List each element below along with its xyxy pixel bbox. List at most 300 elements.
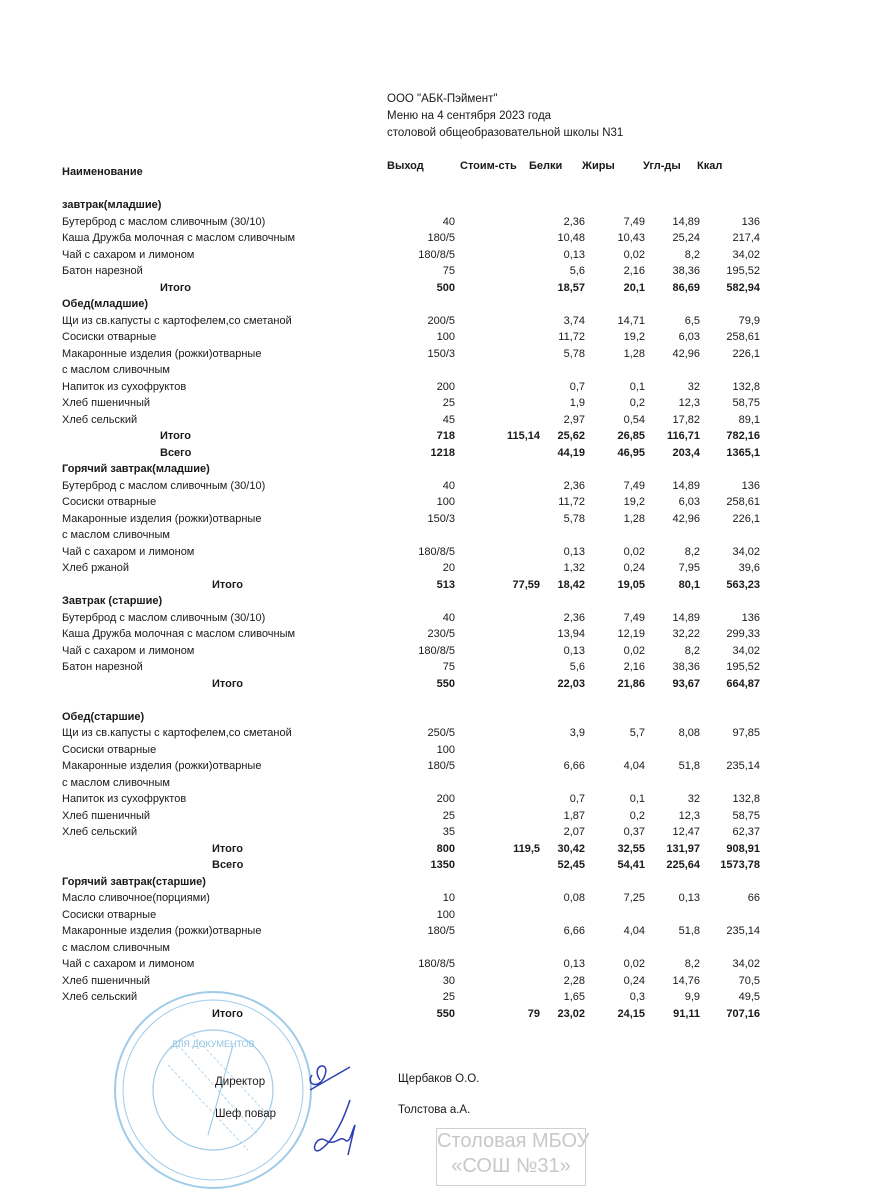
row-name: Масло сливочное(порциями) [62,892,210,904]
cell-fat: 32,55 [617,842,645,855]
chef-label: Шеф повар [215,1108,276,1120]
cell-kcal: 563,23 [726,578,760,591]
row-name: Бутерброд с маслом сливочным (30/10) [62,479,266,492]
cell-output: 150/3 [427,347,455,360]
cell-output: 550 [436,677,455,690]
cell-fat: 19,2 [623,331,645,343]
round-stamp-icon [108,985,318,1195]
cell-output: 180/8/5 [418,545,455,558]
row-name: Чай с сахаром и лимоном [62,545,195,558]
row-name: Каша Дружба молочная с маслом сливочным [62,628,296,640]
cell-cost: 119,5 [513,842,540,855]
cell-carbs: 225,64 [666,859,700,871]
cell-kcal: 582,94 [726,281,760,294]
cell-kcal: 58,75 [732,397,760,409]
cell-output: 100 [436,743,455,756]
cell-protein: 0,13 [563,644,585,657]
cell-kcal: 195,52 [726,265,760,277]
cell-fat: 1,28 [623,512,645,525]
cell-output: 35 [442,826,455,838]
table-row [0,494,873,511]
cell-carbs: 8,2 [684,958,700,970]
table-row [0,362,873,379]
cell-kcal: 1573,78 [720,859,760,871]
row-name: Хлеб сельский [62,826,138,838]
table-row [0,907,873,924]
row-name: Обед(младшие) [62,298,149,310]
cell-kcal: 66 [747,892,760,904]
row-name: Напиток из сухофруктов [62,380,187,393]
cell-output: 250/5 [427,727,455,739]
cell-protein: 6,66 [563,760,585,772]
cell-output: 180/8/5 [418,958,455,970]
cell-fat: 0,3 [629,991,645,1003]
cell-protein: 25,62 [557,430,585,442]
row-name: Хлеб пшеничный [62,397,151,409]
cell-kcal: 39,6 [738,562,760,574]
cell-output: 200/5 [427,314,455,327]
cell-carbs: 12,3 [678,397,700,409]
row-name: Каша Дружба молочная с маслом сливочным [62,232,296,244]
cell-output: 25 [442,397,455,409]
cell-kcal: 79,9 [738,314,760,327]
cell-output: 45 [442,413,455,426]
cell-output: 180/5 [427,760,455,772]
cell-kcal: 70,5 [738,974,760,987]
signature-icon [300,1055,380,1165]
cell-fat: 24,15 [617,1007,645,1020]
cell-carbs: 6,03 [678,496,700,508]
cell-fat: 10,43 [617,232,645,244]
cell-carbs: 8,2 [684,545,700,558]
cell-carbs: 91,11 [673,1007,700,1020]
table-row [0,412,873,429]
cell-kcal: 132,8 [732,793,760,805]
cell-fat: 0,24 [623,562,645,574]
cell-output: 1350 [430,859,455,871]
cell-protein: 1,87 [563,809,585,822]
cell-protein: 3,9 [569,727,585,739]
row-name: Макаронные изделия (рожки)отварные [62,512,262,525]
cell-protein: 2,36 [563,479,585,492]
cell-fat: 19,2 [623,496,645,508]
cell-output: 718 [436,430,455,442]
org-name: ООО "АБК-Пэймент" [387,93,498,105]
col-fat-header: Жиры [582,160,615,172]
cell-carbs: 32,22 [672,628,700,640]
table-row [0,659,873,676]
menu-date: Меню на 4 сентября 2023 года [387,110,552,122]
cell-protein: 1,65 [563,991,585,1003]
section-row [0,874,873,891]
total-row [0,577,873,594]
table-row [0,247,873,264]
table-row [0,560,873,577]
cell-carbs: 203,4 [672,446,700,459]
cell-fat: 2,16 [623,265,645,277]
cell-kcal: 136 [741,215,760,228]
cell-carbs: 7,95 [678,562,700,574]
cell-protein: 1,9 [569,397,585,409]
cell-output: 180/8/5 [418,248,455,261]
rect-stamp [436,1128,590,1186]
cell-protein: 52,45 [557,859,585,871]
cell-carbs: 32 [687,793,700,805]
row-name: Сосиски отварные [62,743,157,756]
cell-output: 180/5 [427,925,455,937]
col-protein-header: Белки [529,160,563,172]
row-name: Всего [212,859,244,871]
cell-carbs: 8,2 [684,644,700,657]
cell-carbs: 32 [687,380,700,393]
row-name: Бутерброд с маслом сливочным (30/10) [62,611,266,624]
row-name: Хлеб сельский [62,991,138,1003]
row-name: завтрак(младшие) [62,199,162,211]
cell-kcal: 299,33 [726,628,760,640]
row-name: Итого [212,1007,244,1020]
cell-protein: 1,32 [563,562,585,574]
cell-output: 200 [436,793,455,805]
cell-kcal: 34,02 [732,958,760,970]
cell-protein: 0,08 [563,892,585,904]
cell-protein: 2,36 [563,215,585,228]
cell-output: 25 [442,809,455,822]
cell-carbs: 116,71 [666,430,700,442]
cell-carbs: 14,89 [672,611,700,624]
cell-fat: 54,41 [617,859,645,871]
cell-fat: 7,49 [623,215,645,228]
section-row [0,709,873,726]
table-row [0,808,873,825]
cell-kcal: 258,61 [726,331,760,343]
table-row [0,544,873,561]
total-row [0,280,873,297]
row-name: Макаронные изделия (рожки)отварные [62,760,262,772]
cell-protein: 2,07 [563,826,585,838]
cell-fat: 0,2 [629,397,645,409]
cell-protein: 22,03 [557,677,585,690]
cell-kcal: 1365,1 [726,446,760,459]
cell-carbs: 86,69 [672,281,700,294]
table-row [0,214,873,231]
cell-fat: 0,02 [623,248,645,261]
table-row [0,610,873,627]
cell-carbs: 25,24 [672,232,700,244]
cell-fat: 7,49 [623,611,645,624]
cell-kcal: 136 [741,611,760,624]
cell-kcal: 58,75 [732,809,760,822]
school-name: столовой общеобразовательной школы N31 [387,127,624,139]
total-row [0,841,873,858]
table-row [0,329,873,346]
col-carbs-header: Угл-ды [643,160,681,172]
cell-fat: 12,19 [617,628,645,640]
row-name: Итого [212,842,244,855]
cell-kcal: 34,02 [732,248,760,261]
section-row [0,461,873,478]
cell-kcal: 782,16 [726,430,760,442]
cell-carbs: 42,96 [672,347,700,360]
cell-kcal: 195,52 [726,661,760,673]
cell-protein: 44,19 [557,446,585,459]
cell-carbs: 12,47 [672,826,700,838]
cell-protein: 18,57 [557,281,585,294]
cell-fat: 0,54 [623,413,645,426]
cell-fat: 4,04 [623,760,645,772]
cell-protein: 11,72 [558,496,585,508]
cell-output: 180/5 [427,232,455,244]
table-row [0,758,873,775]
cell-kcal: 226,1 [732,347,760,360]
director-name: Щербаков О.О. [398,1073,480,1085]
cell-carbs: 51,8 [678,760,700,772]
col-cost-header: Стоим-сть [460,160,517,172]
row-name: Макаронные изделия (рожки)отварные [62,347,262,360]
cell-protein: 5,78 [563,347,585,360]
cell-protein: 18,42 [557,578,585,591]
cell-fat: 0,24 [623,974,645,987]
cell-carbs: 38,36 [672,265,700,277]
cell-kcal: 136 [741,479,760,492]
table-row [0,692,873,709]
table-row [0,626,873,643]
cell-protein: 0,7 [569,380,585,393]
table-row [0,395,873,412]
cell-kcal: 664,87 [726,677,760,690]
cell-output: 75 [442,265,455,277]
table-row [0,890,873,907]
cell-output: 800 [436,842,455,855]
cell-protein: 30,42 [557,842,585,855]
row-name: Сосиски отварные [62,331,157,343]
cell-output: 40 [442,611,455,624]
row-name: Хлеб пшеничный [62,974,151,987]
row-name: Сосиски отварные [62,908,157,921]
row-name: Щи из св.капусты с картофелем,со сметаной [62,727,292,739]
cell-carbs: 14,89 [672,479,700,492]
row-name: Чай с сахаром и лимоном [62,644,195,657]
cell-output: 40 [442,479,455,492]
total-row [0,428,873,445]
cell-fat: 0,02 [623,545,645,558]
table-row [0,775,873,792]
cell-output: 40 [442,215,455,228]
section-row [0,197,873,214]
row-name: Бутерброд с маслом сливочным (30/10) [62,215,266,228]
cell-protein: 5,78 [563,512,585,525]
cell-output: 10 [442,892,455,904]
cell-kcal: 49,5 [738,991,760,1003]
cell-carbs: 14,76 [672,974,700,987]
cell-kcal: 217,4 [732,232,760,244]
table-row [0,527,873,544]
cell-carbs: 6,5 [684,314,700,327]
row-name: Итого [160,430,192,442]
cell-protein: 0,13 [563,958,585,970]
rect-stamp-line2: «СОШ №31» [451,1155,571,1177]
cell-cost: 79 [527,1007,540,1020]
cell-carbs: 12,3 [678,809,700,822]
cell-fat: 0,37 [623,826,645,838]
cell-kcal: 908,91 [726,842,760,855]
row-name: с маслом сливочным [62,529,170,541]
cell-output: 20 [442,562,455,574]
cell-kcal: 132,8 [732,380,760,393]
cell-cost: 115,14 [506,430,540,442]
row-name: Напиток из сухофруктов [62,793,187,805]
cell-fat: 20,1 [623,281,645,294]
cell-fat: 7,49 [623,479,645,492]
cell-protein: 10,48 [557,232,585,244]
cell-output: 1218 [430,446,455,459]
cell-carbs: 9,9 [684,991,700,1003]
cell-carbs: 17,82 [672,413,700,426]
cell-protein: 0,13 [563,248,585,261]
cell-carbs: 8,2 [684,248,700,261]
row-name: Хлеб пшеничный [62,809,151,822]
cell-output: 100 [436,331,455,343]
table-row [0,824,873,841]
cell-fat: 0,02 [623,644,645,657]
table-row [0,379,873,396]
total-row [0,676,873,693]
cell-carbs: 14,89 [672,215,700,228]
cell-fat: 0,02 [623,958,645,970]
cell-fat: 19,05 [617,578,645,591]
cell-output: 200 [436,380,455,393]
cell-carbs: 38,36 [672,661,700,673]
cell-protein: 23,02 [557,1007,585,1020]
cell-carbs: 131,97 [666,842,700,855]
row-name: Макаронные изделия (рожки)отварные [62,925,262,937]
col-output-header: Выход [387,160,424,172]
row-name: с маслом сливочным [62,364,170,376]
cell-protein: 6,66 [563,925,585,937]
row-name: Итого [160,281,192,294]
table-row [0,923,873,940]
table-row [0,643,873,660]
round-stamp-text: ДЛЯ ДОКУМЕНТОВ [171,1039,255,1049]
row-name: Батон нарезной [62,265,143,277]
cell-protein: 0,7 [569,793,585,805]
cell-kcal: 707,16 [726,1007,760,1020]
table-row [0,346,873,363]
cell-output: 150/3 [427,512,455,525]
cell-protein: 11,72 [558,331,585,343]
cell-kcal: 34,02 [732,644,760,657]
col-kcal-header: Ккал [697,160,723,172]
section-row [0,593,873,610]
row-name: Итого [212,677,244,690]
cell-fat: 5,7 [629,727,645,739]
total-row [0,857,873,874]
total-row [0,445,873,462]
cell-fat: 21,86 [617,677,645,690]
cell-protein: 3,74 [563,314,585,327]
table-row [0,940,873,957]
cell-fat: 4,04 [623,925,645,937]
row-name: Горячий завтрак(младшие) [62,463,210,475]
row-name: Горячий завтрак(старшие) [62,875,206,888]
table-row [0,313,873,330]
table-row [0,263,873,280]
section-row [0,296,873,313]
cell-carbs: 93,67 [672,677,700,690]
cell-carbs: 51,8 [678,925,700,937]
cell-output: 75 [442,661,455,673]
table-row [0,791,873,808]
row-name: с маслом сливочным [62,776,170,789]
table-row [0,230,873,247]
table-row [0,478,873,495]
cell-fat: 46,95 [617,446,645,459]
cell-protein: 2,97 [563,413,585,426]
table-row [0,725,873,742]
cell-fat: 1,28 [623,347,645,360]
table-row [0,511,873,528]
cell-protein: 2,36 [563,611,585,624]
row-name: Хлеб сельский [62,413,138,426]
cell-fat: 0,1 [629,380,645,393]
cell-fat: 0,1 [629,793,645,805]
director-label: Директор [215,1076,266,1088]
row-name: Батон нарезной [62,661,143,673]
cell-protein: 5,6 [569,661,585,673]
cell-protein: 5,6 [569,265,585,277]
row-name: Чай с сахаром и лимоном [62,958,195,970]
chef-name: Толстова а.А. [398,1104,471,1116]
row-name: Чай с сахаром и лимоном [62,248,195,261]
cell-output: 550 [436,1007,455,1020]
rect-stamp-line1: Столовая МБОУ [437,1130,590,1152]
table-row [0,956,873,973]
cell-carbs: 0,13 [678,892,700,904]
cell-cost: 77,59 [512,578,540,591]
cell-kcal: 97,85 [732,727,760,739]
cell-fat: 2,16 [623,661,645,673]
cell-output: 100 [436,908,455,921]
cell-fat: 0,2 [629,809,645,822]
row-name: Завтрак (старшие) [62,595,163,607]
cell-fat: 26,85 [617,430,645,442]
cell-kcal: 235,14 [726,760,760,772]
cell-protein: 13,94 [557,628,585,640]
row-name: с маслом сливочным [62,941,170,954]
cell-output: 230/5 [427,628,455,640]
row-name: Сосиски отварные [62,496,157,508]
col-name-header: Наименование [62,166,143,178]
cell-output: 30 [442,974,455,987]
row-name: Щи из св.капусты с картофелем,со сметаной [62,314,292,327]
cell-output: 25 [442,991,455,1003]
cell-kcal: 226,1 [732,512,760,525]
row-name: Обед(старшие) [62,710,145,723]
cell-kcal: 235,14 [726,925,760,937]
cell-fat: 7,25 [623,892,645,904]
cell-output: 100 [436,496,455,508]
table-row [0,742,873,759]
cell-output: 513 [436,578,455,591]
cell-carbs: 6,03 [678,331,700,343]
row-name: Итого [212,578,244,591]
cell-output: 180/8/5 [418,644,455,657]
cell-carbs: 42,96 [672,512,700,525]
cell-protein: 2,28 [563,974,585,987]
cell-carbs: 8,08 [678,727,700,739]
cell-kcal: 34,02 [732,545,760,558]
cell-fat: 14,71 [617,314,645,327]
cell-output: 500 [436,281,455,294]
